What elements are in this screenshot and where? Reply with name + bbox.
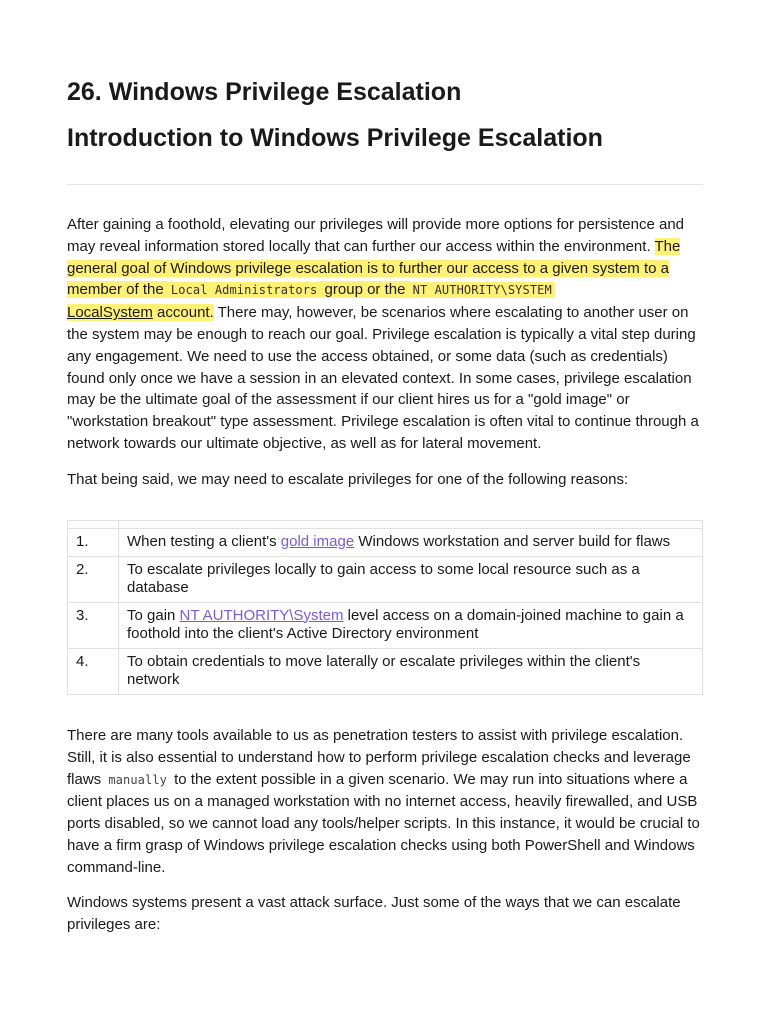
row-text <box>119 529 703 557</box>
row-text-before: To gain <box>127 606 180 624</box>
table-row <box>68 648 703 694</box>
row-text-after: level access on a domain-joined machine to gain a foothold into the client's Active Directory environment <box>127 606 684 642</box>
tools-paragraph <box>67 725 703 879</box>
link-localsystem[interactable]: LocalSystem <box>67 304 153 322</box>
row-number: 1. <box>68 529 119 557</box>
attack-surface-paragraph: Windows systems present a vast attack surface. Just some of the ways that we can escalate privileges are: <box>67 894 681 933</box>
row-number: 4. <box>68 648 119 694</box>
chapter-title: 26. Windows Privilege Escalation <box>67 78 462 106</box>
row-number: 2. <box>68 556 119 602</box>
section-title: Introduction to Windows Privilege Escalation <box>67 124 603 152</box>
intro-text-2: There may, however, be scenarios where escalating to another user on the system may be enough to reach our goal. Privilege escalation is typically a vital step during any engagement. We need to use the access obtained, or some data (such as credentials) found only once we have a session in an elevated context. In some cases, privilege escalation may be the ultimate goal of the assessment if our client hires us for a "gold image" or "workstation breakout" type assessment. Privilege escalation is often vital to continue through a network towards our ultimate objective, as well as for lateral movement. <box>67 304 699 452</box>
horizontal-divider <box>67 184 703 185</box>
link-gold-image[interactable]: gold image <box>280 533 355 550</box>
row-text <box>119 602 703 648</box>
table-row <box>68 602 703 648</box>
table-header-cell <box>68 521 119 529</box>
code-manually: manually <box>108 772 167 787</box>
row-text: To escalate privileges locally to gain access to some local resource such as a database <box>119 556 703 602</box>
table-header-row <box>68 521 703 529</box>
reasons-table <box>67 520 703 695</box>
link-nt-authority-system[interactable]: NT AUTHORITY\System <box>179 606 344 624</box>
highlight-goal-text: The general goal of Windows privilege escalation is to further our access to a given system to a member of the <box>67 237 681 299</box>
row-text-before: When testing a client's <box>127 533 281 550</box>
table-row <box>68 529 703 557</box>
intro-text-1: After gaining a foothold, elevating our privileges will provide more options for persistence and may reveal information stored locally that can further our access within the environment. <box>67 216 685 255</box>
tools-text-1: There are many tools available to us as penetration testers to assist with privilege escalation. Still, it is also essential to understand how to perform privilege escalation checks and leverage flaws <box>67 727 691 788</box>
row-number: 3. <box>68 602 119 648</box>
table-header-cell <box>119 521 703 529</box>
tools-text-2: to the extent possible in a given scenario. We may run into situations where a client places us on a managed workstation with no internet access, heavily firewalled, and USB ports disabled, so we cannot load any tools/helper scripts. In this instance, it would be crucial to have a firm grasp of Windows privilege escalation checks using both PowerShell and Windows command-line. <box>67 770 700 876</box>
highlight-group-text: group or the <box>320 281 410 299</box>
highlight-account-text: account. <box>152 304 214 322</box>
row-text: To obtain credentials to move laterally or escalate privileges within the client's network <box>119 648 703 694</box>
code-nt-authority-system: NT AUTHORITY\SYSTEM <box>410 282 555 298</box>
reasons-intro: That being said, we may need to escalate privileges for one of the following reasons: <box>67 471 629 488</box>
row-text-after: Windows workstation and server build for flaws <box>354 533 671 550</box>
table-row <box>68 556 703 602</box>
intro-paragraph <box>67 214 703 455</box>
code-local-administrators: Local Administrators <box>168 282 321 298</box>
